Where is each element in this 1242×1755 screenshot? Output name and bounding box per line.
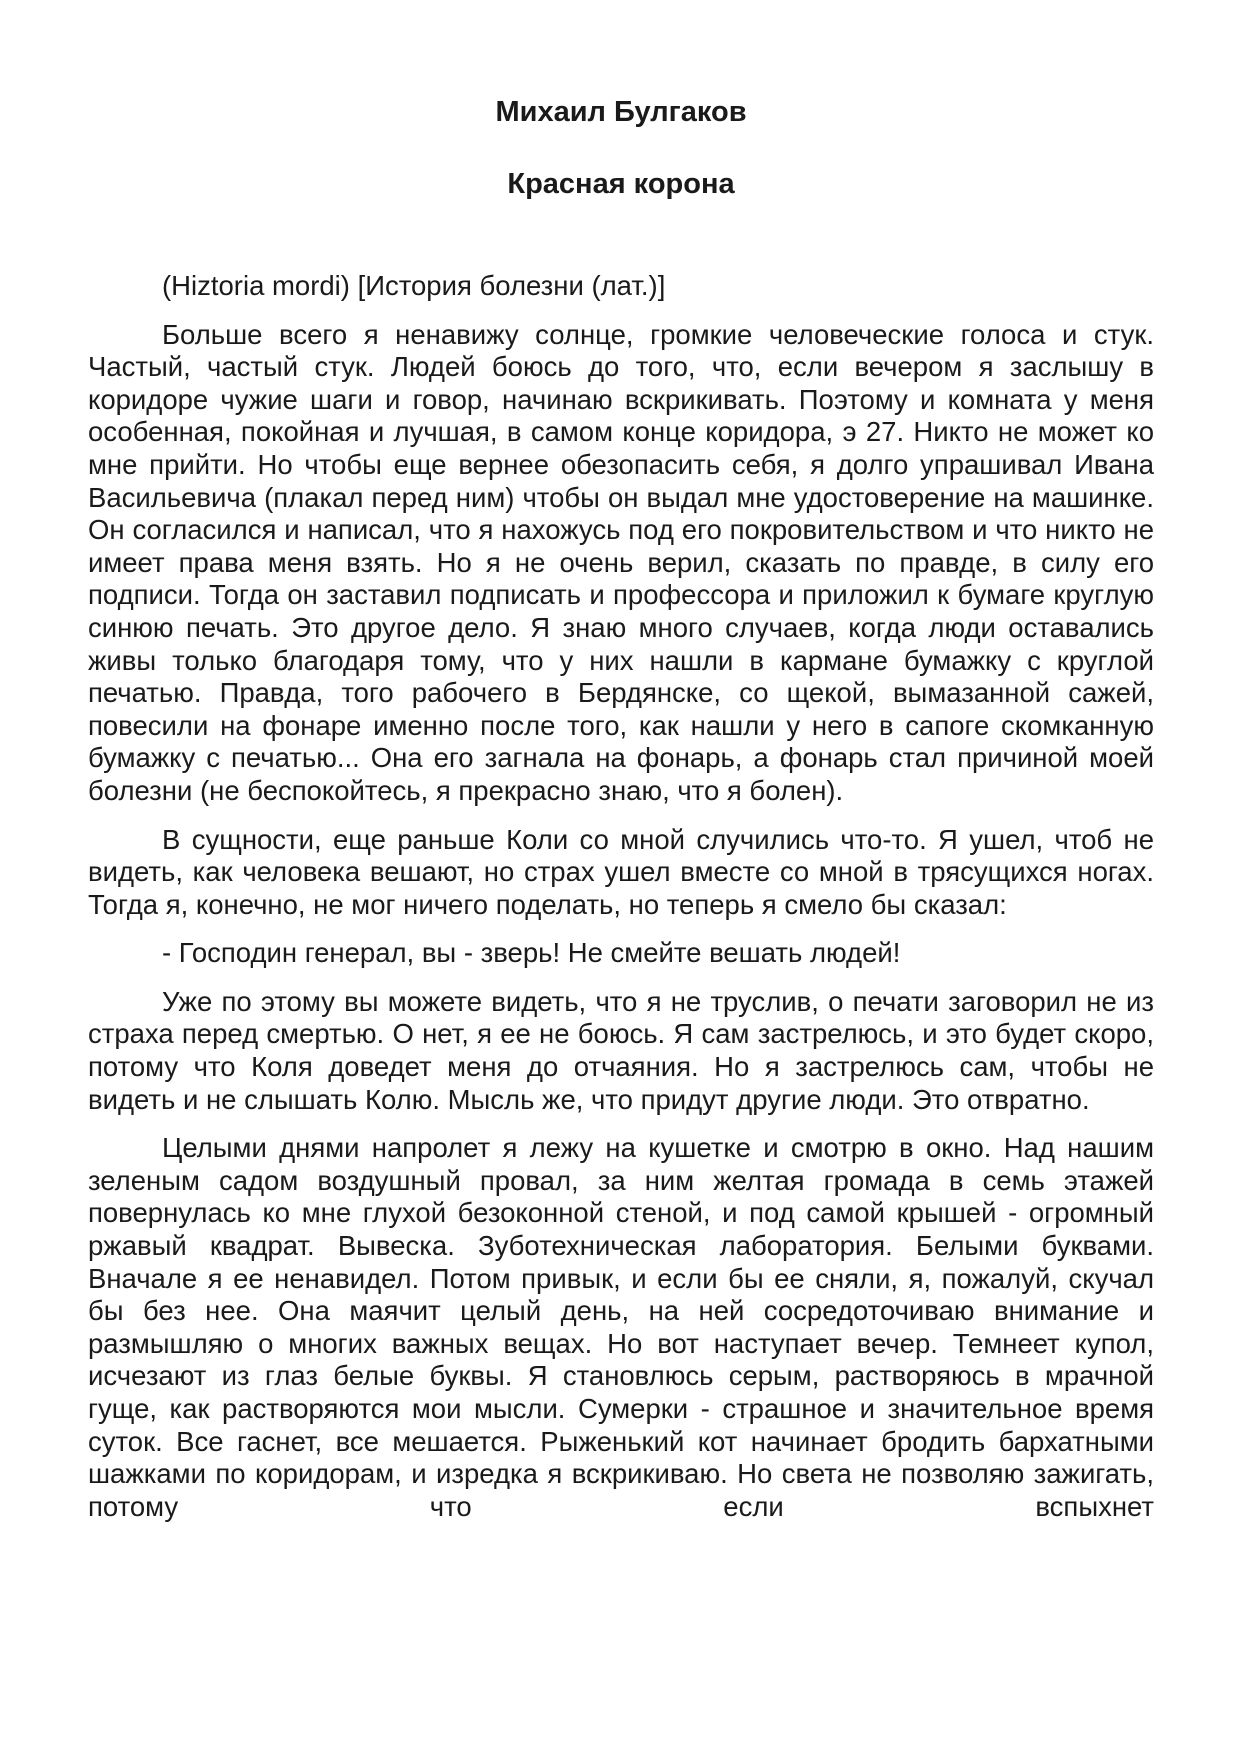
paragraph-1: Больше всего я ненавижу солнце, громкие человеческие голоса и стук. Частый, частый стук. Людей боюсь до того, что, если вечером я заслышу в коридоре чужие шаги и говор, начинаю вскрикивать. Поэтому и комната у меня особенная, покойная и лучшая, в самом конце коридора, э 27. Никто не может ко мне прийти. Но чтобы еще вернее обезопасить себя, я долго упрашивал Ивана Васильевича (плакал перед ним) чтобы он выдал мне удостоверение на машинке. Он согласился и написал, что я нахожусь под его покровительством и что никто не имеет права меня взять. Но я не очень верил, сказать по правде, в силу его подписи. Тогда он заставил подписать и профессора и приложил к бумаге круглую синюю печать. Это другое дело. Я знаю много случаев, когда люди оставались живы только благодаря тому, что у них нашли в кармане бумажку с круглой печатью. Правда, того рабочего в Бердянске, со щекой, вымазанной сажей, повесили на фонаре именно после того, как нашли у него в сапоге скомканную бумажку с печатью... Она его загнала на фонарь, а фонарь стал причиной моей болезни (не беспокойтесь, я прекрасно знаю, что я болен). <box>88 318 1154 806</box>
title-block <box>88 94 1154 202</box>
paragraph-4: Уже по этому вы можете видеть, что я не труслив, о печати заговорил не из страха перед смертью. О нет, я ее не боюсь. Я сам застрелюсь, и это будет скоро, потому что Коля доведет меня до отчаяния. Но я застрелюсь сам, чтобы не видеть и не слышать Колю. Мысль же, что придут другие люди. Это отвратно. <box>88 985 1154 1115</box>
work-title: Красная корона <box>507 168 735 200</box>
body-text <box>88 270 1154 1539</box>
author-name: Михаил Булгаков <box>495 96 747 128</box>
paragraph-5: Целыми днями напролет я лежу на кушетке и смотрю в окно. Над нашим зеленым садом воздушный провал, за ним желтая громада в семь этажей повернулась ко мне глухой безоконной стеной, и под самой крышей - огромный ржавый квадрат. Вывеска. Зуботехническая лаборатория. Белыми буквами. Вначале я ее ненавидел. Потом привык, и если бы ее сняли, я, пожалуй, скучал бы без нее. Она маячит целый день, на ней сосредоточиваю внимание и размышляю о многих важных вещах. Но вот наступает вечер. Темнеет купол, исчезают из глаз белые буквы. Я становлюсь серым, растворяюсь в мрачной гуще, как растворяются мои мысли. Сумерки - страшное и значительное время суток. Все гаснет, все мешается. Рыженький кот начинает бродить бархатными шажками по коридорам, и изредка я вскрикиваю. Но света не позволяю зажигать, потому что если вспыхнет <box>88 1132 1154 1522</box>
subtitle-paragraph: (Hiztoria mordi) [История болезни (лат.)] <box>162 270 666 301</box>
paragraph-3: - Господин генерал, вы - зверь! Не смейте вешать людей! <box>162 937 901 969</box>
paragraph-2: В сущности, еще раньше Коли со мной случились что-то. Я ушел, чтоб не видеть, как человека вешают, но страх ушел вместе со мной в трясущихся ногах. Тогда я, конечно, не мог ничего поделать, но теперь я смело бы сказал: <box>88 823 1154 920</box>
